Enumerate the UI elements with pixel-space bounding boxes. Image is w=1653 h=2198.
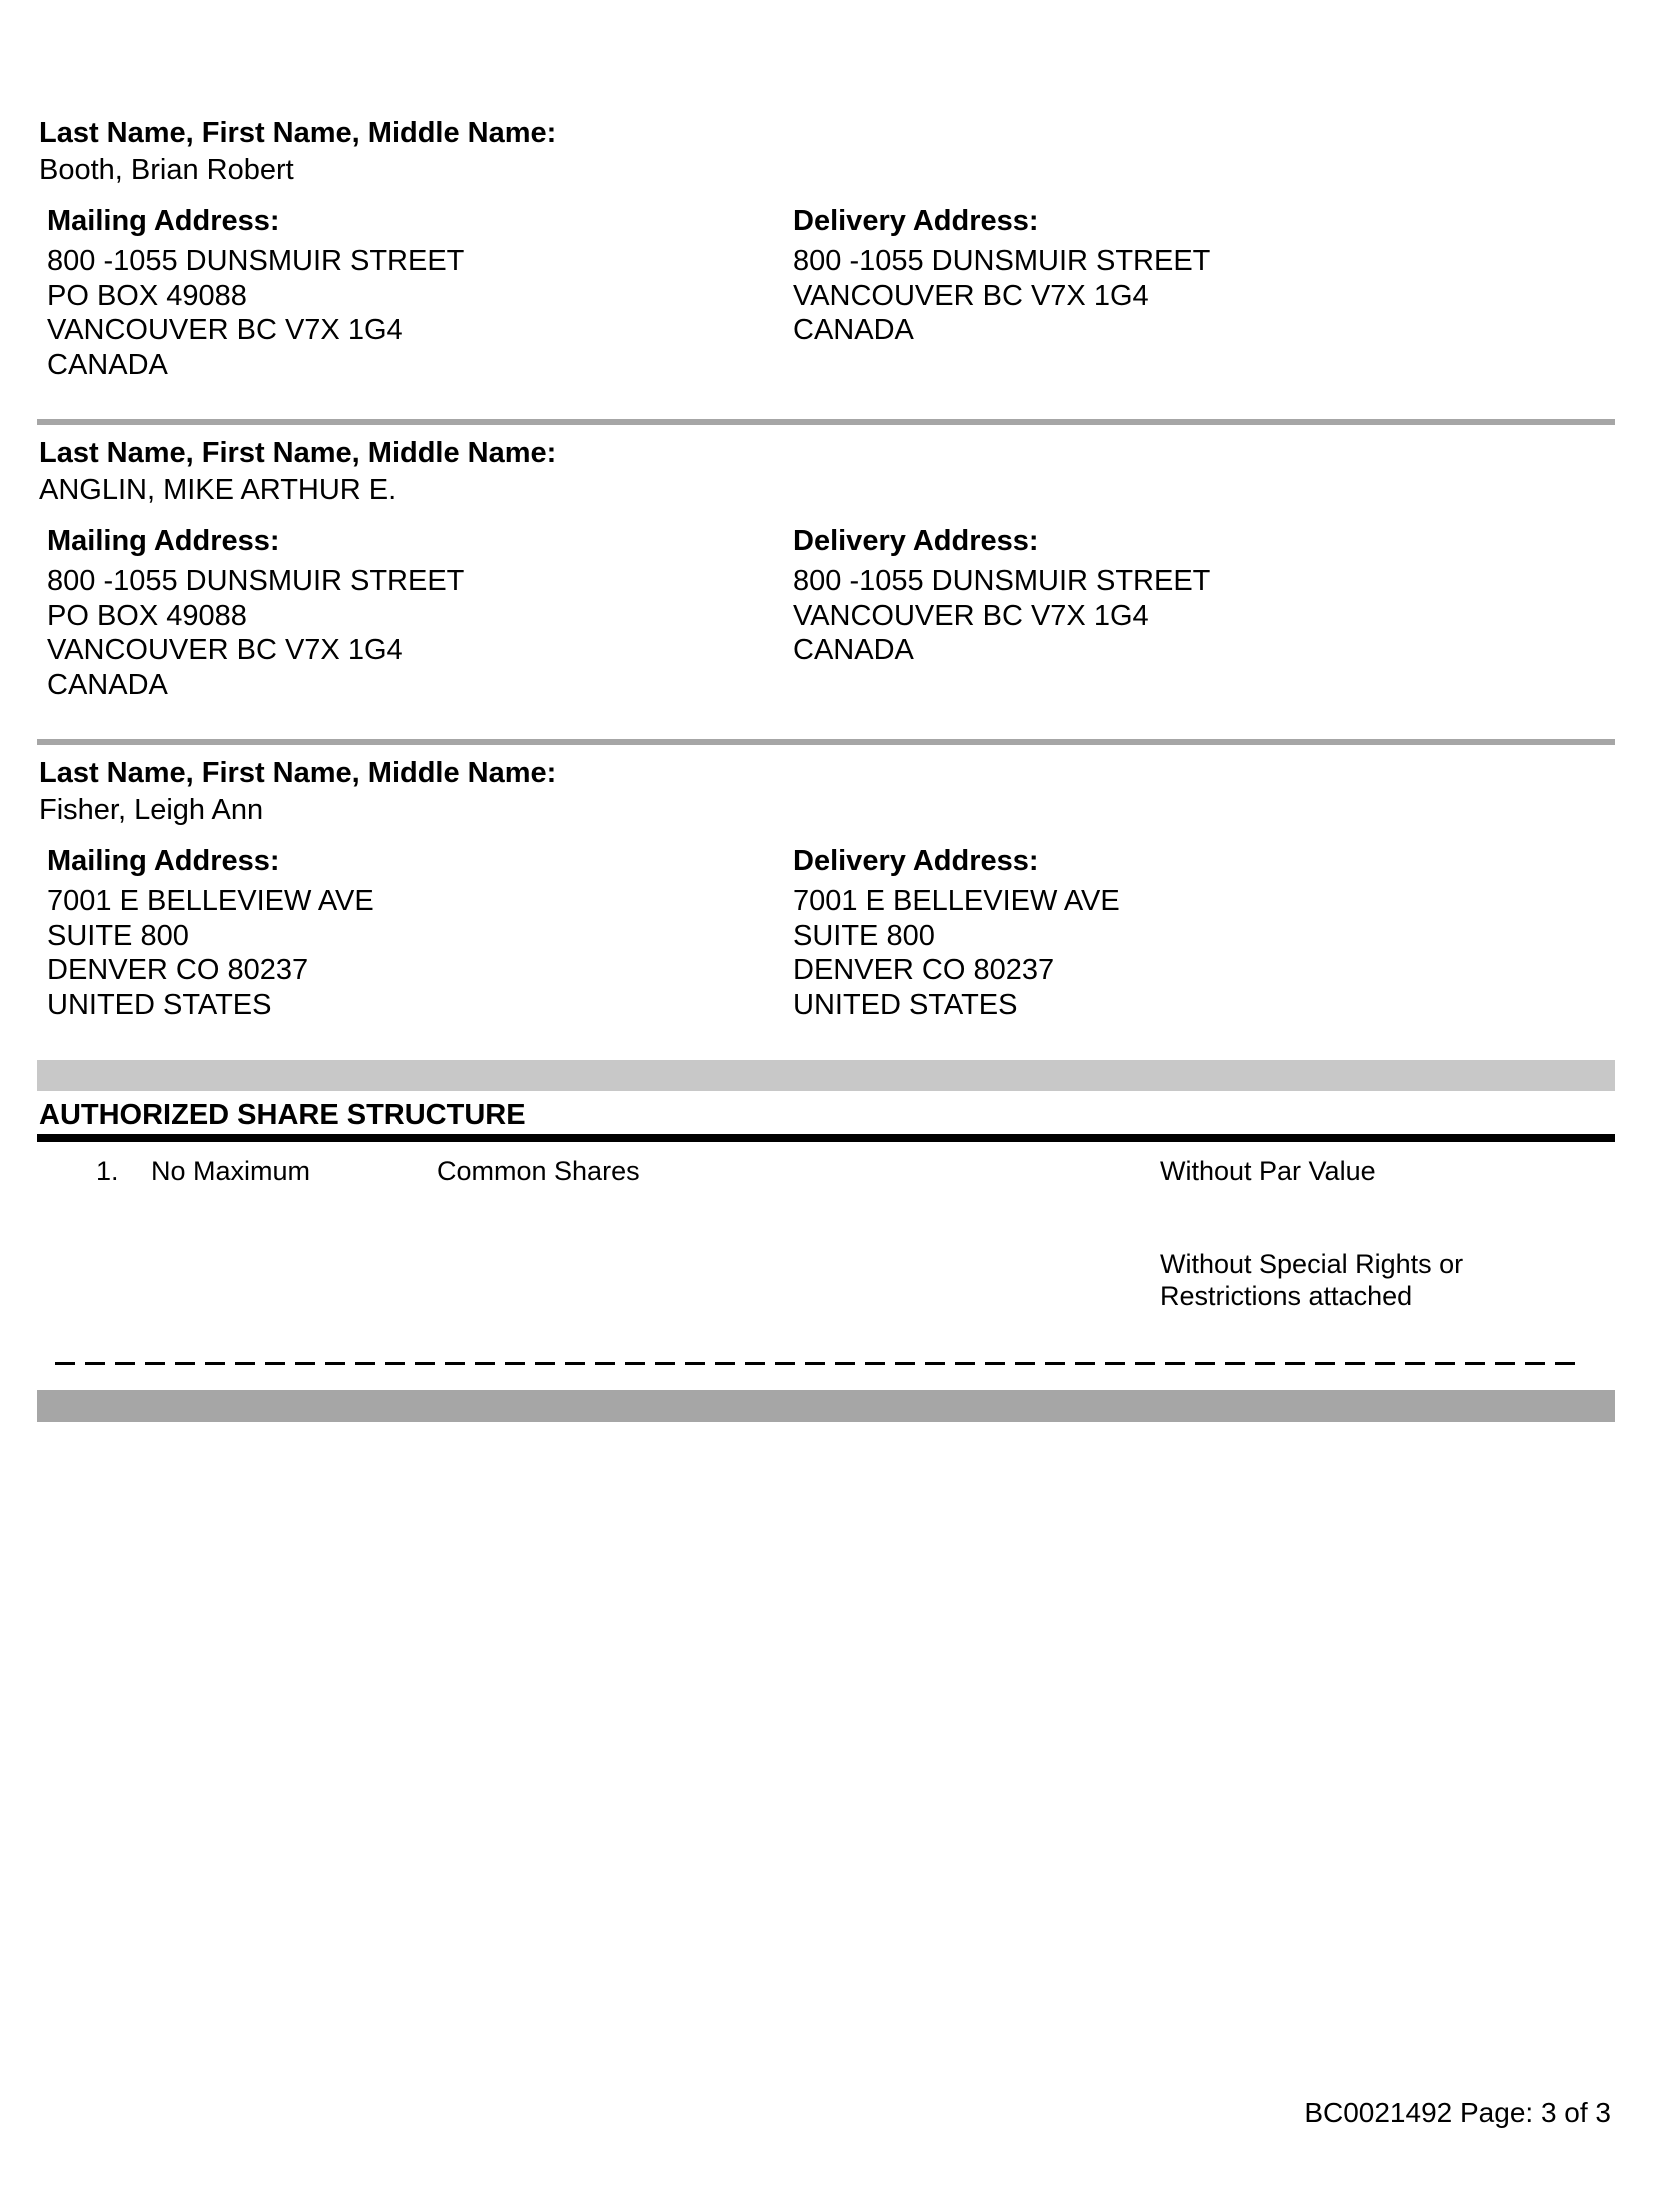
address-line: VANCOUVER BC V7X 1G4 xyxy=(47,314,403,346)
delivery-address-label: Delivery Address: xyxy=(793,205,1039,237)
mailing-address-label: Mailing Address: xyxy=(47,525,280,557)
section-divider xyxy=(37,739,1615,745)
section-header-bar xyxy=(37,1060,1615,1091)
person-name: Fisher, Leigh Ann xyxy=(39,794,264,826)
address-line: CANADA xyxy=(793,314,914,346)
share-maximum: No Maximum xyxy=(151,1156,311,1186)
address-line: VANCOUVER BC V7X 1G4 xyxy=(793,599,1149,632)
address-line: VANCOUVER BC V7X 1G4 xyxy=(47,634,403,666)
address-line: 7001 E BELLEVIEW AVE xyxy=(47,885,374,917)
address-line: VANCOUVER BC V7X 1G4 xyxy=(793,279,1149,312)
delivery-address xyxy=(793,844,1120,1022)
name-label: Last Name, First Name, Middle Name: xyxy=(39,117,557,149)
mailing-address xyxy=(47,204,464,382)
share-par-value: Without Par Value xyxy=(1160,1156,1376,1186)
share-structure-title: AUTHORIZED SHARE STRUCTURE xyxy=(39,1099,526,1131)
address-line: CANADA xyxy=(47,668,168,701)
address-line: 800 -1055 DUNSMUIR STREET xyxy=(47,565,465,597)
section-rule xyxy=(37,1134,1615,1142)
address-line: UNITED STATES xyxy=(47,988,272,1021)
address-line: PO BOX 49088 xyxy=(47,599,247,632)
name-label: Last Name, First Name, Middle Name: xyxy=(39,757,557,789)
address-line: CANADA xyxy=(793,634,914,666)
address-line: 7001 E BELLEVIEW AVE xyxy=(793,885,1120,917)
share-special-rights xyxy=(1160,1248,1463,1312)
section-divider xyxy=(37,419,1615,425)
mailing-address-label: Mailing Address: xyxy=(47,845,280,877)
delivery-address-label: Delivery Address: xyxy=(793,845,1039,877)
share-special-rights-line: Restrictions attached xyxy=(1160,1281,1413,1311)
name-label: Last Name, First Name, Middle Name: xyxy=(39,437,557,469)
person-name: Booth, Brian Robert xyxy=(39,154,294,186)
delivery-address xyxy=(793,524,1210,668)
person-name: ANGLIN, MIKE ARTHUR E. xyxy=(39,474,397,506)
delivery-address-label: Delivery Address: xyxy=(793,525,1039,557)
address-line: DENVER CO 80237 xyxy=(47,954,309,986)
address-line: SUITE 800 xyxy=(47,919,189,952)
person-record xyxy=(37,116,1615,386)
person-record xyxy=(37,756,1615,1026)
section-footer-bar xyxy=(37,1390,1615,1422)
address-line: 800 -1055 DUNSMUIR STREET xyxy=(793,245,1211,277)
dashed-separator xyxy=(55,1362,1585,1365)
address-line: 800 -1055 DUNSMUIR STREET xyxy=(47,245,465,277)
mailing-address xyxy=(47,524,464,702)
delivery-address xyxy=(793,204,1210,348)
page-footer: BC0021492 Page: 3 of 3 xyxy=(1304,2097,1611,2128)
address-line: DENVER CO 80237 xyxy=(793,954,1055,986)
address-line: 800 -1055 DUNSMUIR STREET xyxy=(793,565,1211,597)
address-line: UNITED STATES xyxy=(793,988,1018,1021)
address-line: CANADA xyxy=(47,348,168,381)
address-line: PO BOX 49088 xyxy=(47,279,247,312)
share-class: Common Shares xyxy=(437,1156,640,1186)
mailing-address-label: Mailing Address: xyxy=(47,205,280,237)
person-record xyxy=(37,436,1615,706)
share-special-rights-line: Without Special Rights or xyxy=(1160,1249,1464,1279)
mailing-address xyxy=(47,844,374,1022)
share-row-number: 1. xyxy=(96,1156,119,1186)
address-line: SUITE 800 xyxy=(793,919,935,952)
